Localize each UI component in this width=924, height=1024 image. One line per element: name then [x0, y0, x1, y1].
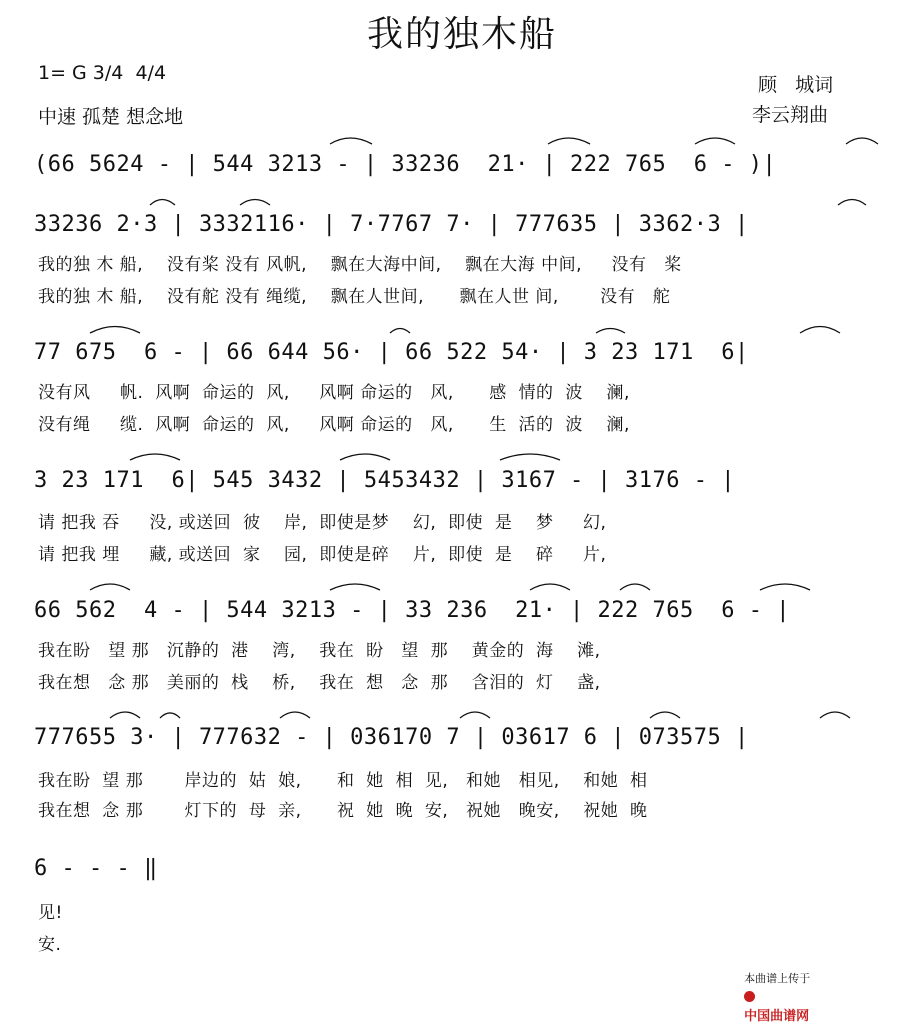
score-row-lyric-verse-1: 我在盼 望 那 沉静的 港 湾, 我在 盼 望 那 黄金的 海 滩,	[38, 641, 601, 661]
score-row-lyric-verse-1: 没有风 帆. 风啊 命运的 风, 风啊 命运的 风, 感 情的 波 澜,	[38, 383, 630, 403]
song-title: 我的独木船	[366, 14, 557, 55]
score-row-lyric-verse-2: 请 把我 埋 藏, 或送回 家 园, 即使是碎 片, 即使 是 碎 片,	[38, 545, 607, 565]
score-row-notes: 33236 2·3 | 3332116· | 7·7767 7· | 777635 | 3362·3 |	[34, 212, 749, 237]
upload-footer	[734, 948, 810, 1024]
score-row-notes: 66 562 4 - | 544 3213 - | 33 236 21· | 222 765 6 - |	[34, 598, 790, 623]
site-logo-icon	[744, 991, 755, 1002]
score-row-lyric-verse-2: 我在想 念 那 美丽的 栈 桥, 我在 想 念 那 含泪的 灯 盏,	[38, 673, 601, 693]
score-row-notes: (66 5624 - | 544 3213 - | 33236 21· | 222 765 6 - )|	[34, 152, 777, 177]
score-row-lyric-verse-2: 没有绳 缆. 风啊 命运的 风, 风啊 命运的 风, 生 活的 波 澜,	[38, 415, 630, 435]
score-row-notes: 777655 3· | 777632 - | 036170 7 | 03617 6 | 073575 |	[34, 725, 749, 750]
site-name: 中国曲谱网	[744, 1009, 810, 1024]
score-row-lyric-verse-2: 安.	[38, 935, 62, 955]
tempo-marking: 中速 孤楚 想念地	[38, 106, 184, 128]
lyricist-credit: 顾 城词	[758, 74, 834, 96]
score-row-notes: 6 - - - ‖	[34, 856, 158, 881]
key-time-signature: 1= G 3/4 4/4	[38, 62, 167, 84]
score-row-lyric-verse-1: 见!	[38, 903, 63, 923]
upload-note: 本曲谱上传于	[744, 972, 811, 985]
score-row-lyric-verse-1: 我在盼 望 那 岸边的 姑 娘, 和 她 相 见, 和她 相见, 和她 相	[38, 771, 648, 791]
score-row-lyric-verse-2: 我在想 念 那 灯下的 母 亲, 祝 她 晚 安, 祝她 晚安, 祝她 晚	[38, 801, 648, 821]
score-row-notes: 3 23 171 6| 545 3432 | 5453432 | 3167 - | 3176 - |	[34, 468, 736, 493]
composer-credit: 李云翔曲	[752, 104, 829, 126]
score-row-lyric-verse-1: 我的独 木 船, 没有桨 没有 风帆, 飘在大海中间, 飘在大海 中间, 没有 桨	[38, 255, 682, 275]
score-row-notes: 77 675 6 - | 66 644 56· | 66 522 54· | 3 23 171 6|	[34, 340, 749, 365]
score-row-lyric-verse-1: 请 把我 吞 没, 或送回 彼 岸, 即使是梦 幻, 即使 是 梦 幻,	[38, 513, 607, 533]
score-row-lyric-verse-2: 我的独 木 船, 没有舵 没有 绳缆, 飘在人世间, 飘在人世 间, 没有 舵	[38, 287, 671, 307]
